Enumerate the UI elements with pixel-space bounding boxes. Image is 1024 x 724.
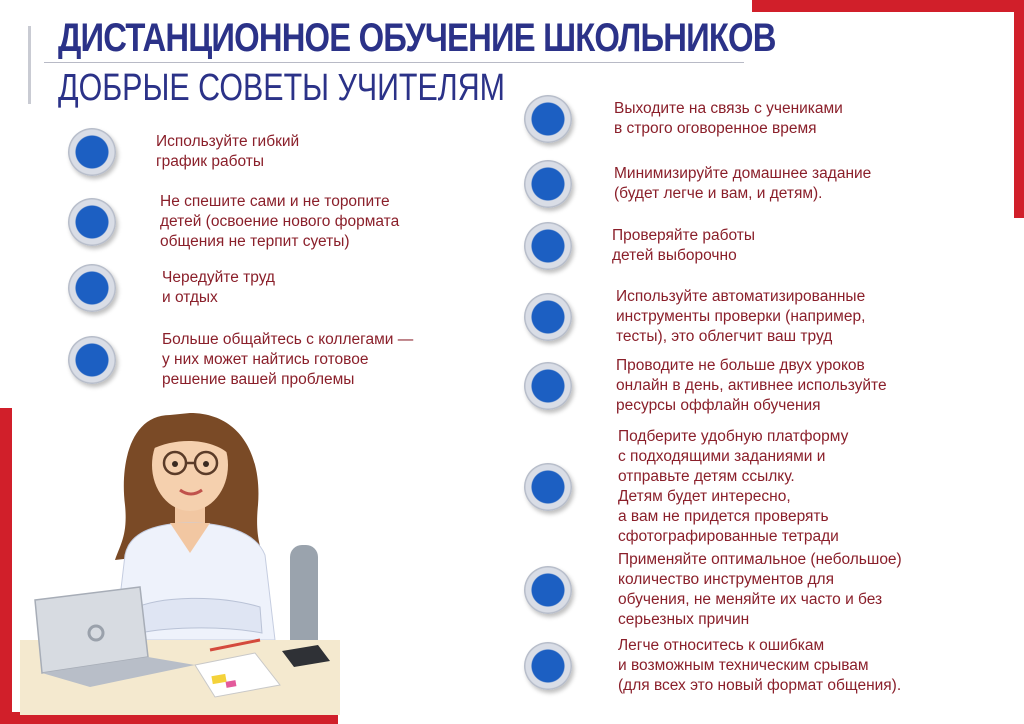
tip-text: Чередуйте труд и отдых bbox=[162, 269, 275, 306]
tip-item bbox=[524, 95, 843, 143]
red-frame-left bbox=[0, 408, 12, 724]
tip-text: Используйте автоматизированные инструменты проверки (например, тесты), это облегчит ваш труд bbox=[616, 288, 866, 345]
tip-item bbox=[524, 222, 755, 270]
tip-text: Проверяйте работы детей выборочно bbox=[612, 227, 756, 264]
tip-item bbox=[68, 192, 399, 252]
blue-circle-bullet-icon bbox=[524, 642, 572, 690]
eye-left bbox=[172, 461, 178, 467]
tip-item bbox=[524, 550, 902, 630]
tip-text: Минимизируйте домашнее задание (будет легче и вам, и детям). bbox=[614, 165, 872, 202]
tip-text: Подберите удобную платформу с подходящими заданиями и отправьте детям ссылку. Детям будет интересно, а вам не придется проверять сфотографированные тетради bbox=[618, 428, 849, 545]
blue-circle-bullet-icon bbox=[68, 264, 116, 312]
tip-text: Легче относитесь к ошибкам и возможным техническим срывам (для всех это новый формат общения). bbox=[618, 637, 902, 694]
tip-item bbox=[68, 330, 413, 390]
title-accent-bar bbox=[28, 26, 31, 104]
tip-text: Выходите на связь с учениками в строго оговоренное время bbox=[614, 100, 843, 137]
chair-shape bbox=[290, 545, 318, 655]
tip-text: Проводите не больше двух уроков онлайн в день, активнее используйте ресурсы оффлайн обучения bbox=[616, 357, 887, 414]
tip-item bbox=[524, 636, 901, 696]
page-subtitle: ДОБРЫЕ СОВЕТЫ УЧИТЕЛЯМ bbox=[58, 67, 506, 109]
blue-circle-bullet-icon bbox=[524, 362, 572, 410]
tip-text: Применяйте оптимальное (небольшое) количество инструментов для обучения, не меняйте их часто и без серьезных причин bbox=[618, 551, 902, 628]
blue-circle-bullet-icon bbox=[524, 160, 572, 208]
blue-circle-bullet-icon bbox=[524, 293, 572, 341]
tip-item bbox=[524, 160, 871, 208]
tip-item bbox=[68, 264, 275, 312]
tip-text: Больше общайтесь с коллегами — у них может найтись готовое решение вашей проблемы bbox=[162, 331, 414, 388]
blue-circle-bullet-icon bbox=[524, 566, 572, 614]
blue-circle-bullet-icon bbox=[68, 128, 116, 176]
red-frame-top bbox=[752, 0, 1024, 12]
tip-item bbox=[524, 287, 865, 347]
blue-circle-bullet-icon bbox=[524, 222, 572, 270]
tip-item bbox=[68, 128, 299, 176]
blue-circle-bullet-icon bbox=[524, 95, 572, 143]
tip-text: Используйте гибкий график работы bbox=[156, 133, 300, 170]
blue-circle-bullet-icon bbox=[68, 198, 116, 246]
tip-item bbox=[524, 427, 848, 547]
eye-right bbox=[203, 461, 209, 467]
page-title: ДИСТАНЦИОННОЕ ОБУЧЕНИЕ ШКОЛЬНИКОВ bbox=[58, 16, 776, 60]
blue-circle-bullet-icon bbox=[524, 463, 572, 511]
tip-item bbox=[524, 356, 887, 416]
teacher-at-laptop-illustration bbox=[20, 395, 340, 715]
blue-circle-bullet-icon bbox=[68, 336, 116, 384]
tip-text: Не спешите сами и не торопите детей (освоение нового формата общения не терпит суеты) bbox=[160, 193, 400, 250]
red-frame-right bbox=[1014, 0, 1024, 218]
